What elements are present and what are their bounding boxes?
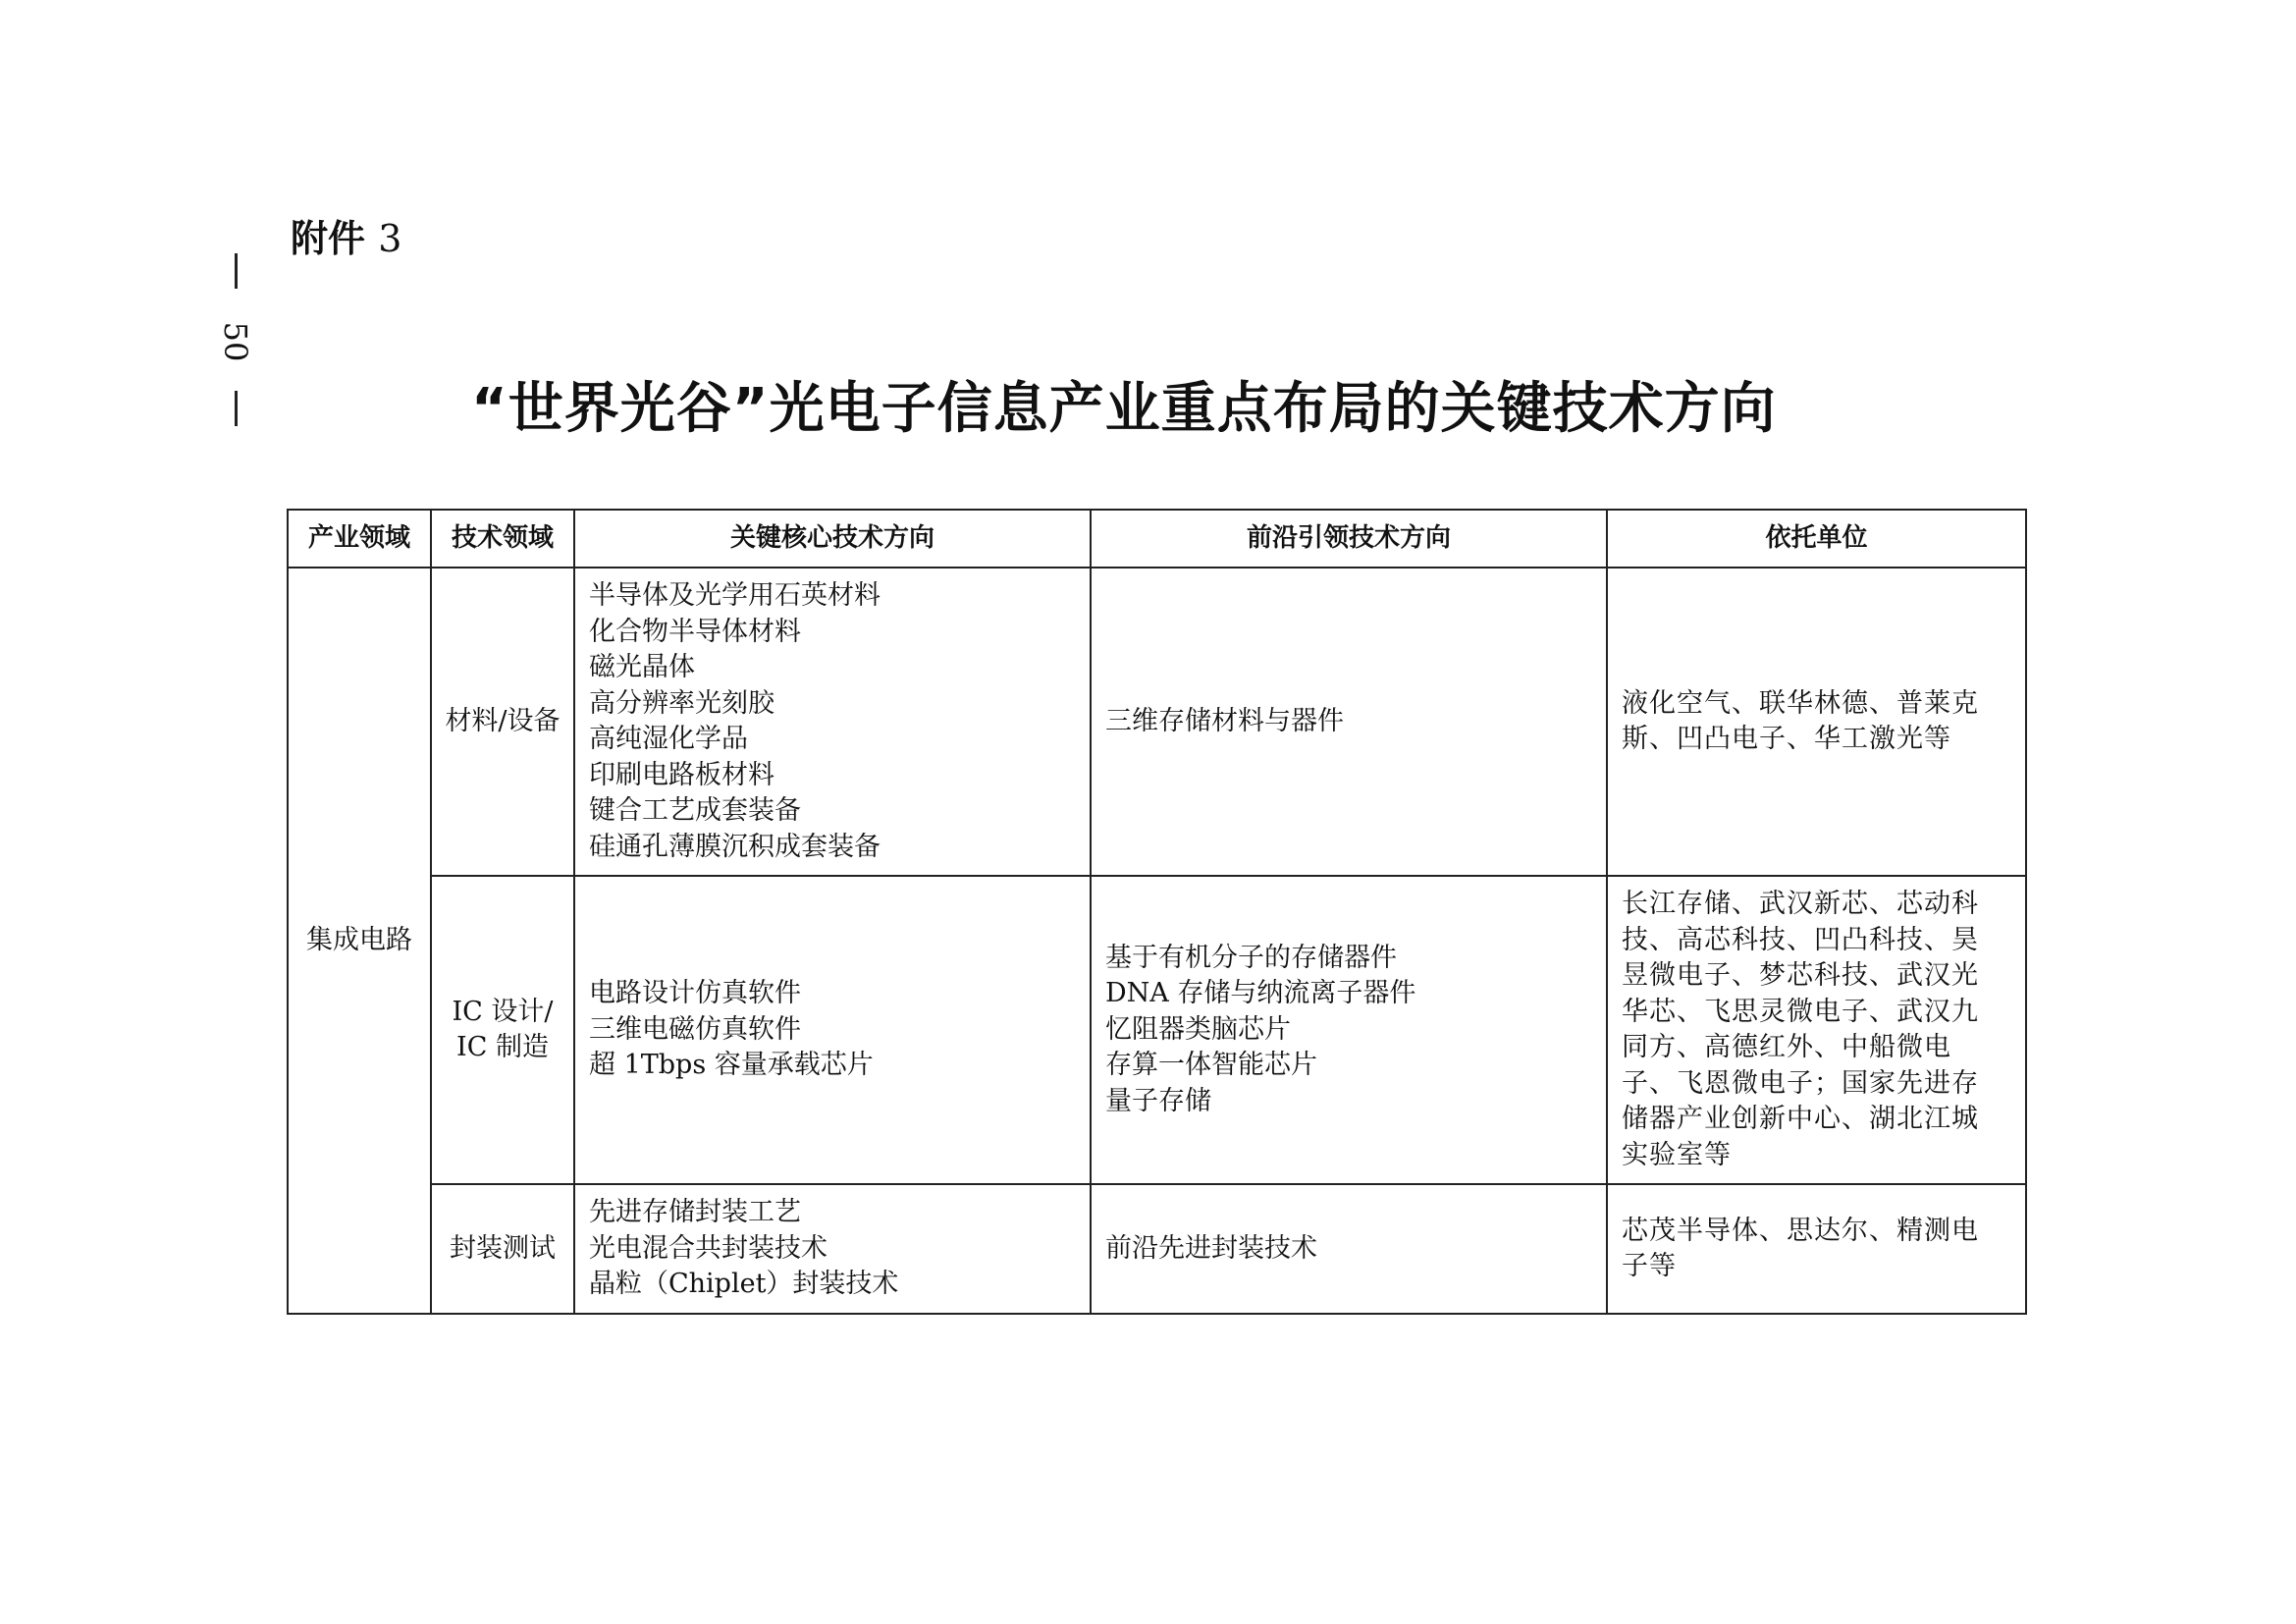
core-tech-cell [574, 568, 1091, 876]
core-item: 印刷电路板材料 [589, 759, 774, 790]
units-line: 子、飞恩微电子；国家先进存 [1622, 1067, 1979, 1099]
core-item: 化合物半导体材料 [589, 616, 801, 647]
units-line: 同方、高德红外、中船微电 [1622, 1032, 1951, 1062]
frontier-item: 基于有机分子的存储器件 [1105, 942, 1397, 973]
frontier-item: DNA 存储与纳流离子器件 [1105, 978, 1416, 1009]
header-tech-field: 技术领域 [431, 510, 574, 568]
units-line: 芯茂半导体、思达尔、精测电 [1622, 1215, 1979, 1246]
units-line: 技、高芯科技、凹凸科技、昊 [1622, 924, 1979, 955]
units-line: 储器产业创新中心、湖北江城 [1622, 1104, 1979, 1134]
core-item: 高纯湿化学品 [589, 724, 748, 754]
tech-field-line: IC 制造 [456, 1032, 549, 1062]
units-line: 华芯、飞思灵微电子、武汉九 [1622, 996, 1979, 1027]
table-row [288, 876, 2026, 1184]
frontier-item: 量子存储 [1105, 1085, 1211, 1116]
core-tech-cell [574, 876, 1091, 1184]
frontier-item: 前沿先进封装技术 [1105, 1232, 1317, 1264]
units-cell [1607, 568, 2026, 876]
frontier-tech-cell [1091, 568, 1607, 876]
core-item: 硅通孔薄膜沉积成套装备 [589, 831, 881, 862]
attachment-text: 附件 [291, 217, 366, 260]
technology-table [287, 509, 2027, 1315]
header-frontier-tech: 前沿引领技术方向 [1091, 510, 1607, 568]
page-number-bar-bottom [235, 391, 238, 426]
attachment-number: 3 [378, 217, 402, 260]
core-tech-cell [574, 1184, 1091, 1314]
core-item: 磁光晶体 [589, 652, 695, 682]
header-core-tech: 关键核心技术方向 [574, 510, 1091, 568]
core-item: 先进存储封装工艺 [589, 1197, 801, 1228]
units-cell [1607, 1184, 2026, 1314]
core-item: 光电混合共封装技术 [589, 1232, 828, 1264]
units-cell [1607, 876, 2026, 1184]
core-item: 半导体及光学用石英材料 [589, 580, 881, 611]
header-units: 依托单位 [1607, 510, 2026, 568]
frontier-item: 忆阻器类脑芯片 [1105, 1013, 1291, 1045]
table-row [288, 568, 2026, 876]
header-industry: 产业领域 [288, 510, 431, 568]
page-number-marker [214, 253, 257, 430]
units-line: 长江存储、武汉新芯、芯动科 [1622, 889, 1979, 919]
frontier-tech-cell [1091, 1184, 1607, 1314]
units-line: 子等 [1622, 1251, 1677, 1281]
page-number: 50 [217, 321, 254, 362]
tech-field-cell [431, 876, 574, 1184]
frontier-item: 存算一体智能芯片 [1105, 1050, 1317, 1081]
tech-field-cell: 封装测试 [431, 1184, 574, 1314]
frontier-item: 三维存储材料与器件 [1105, 705, 1344, 736]
page-number-bar-top [235, 253, 238, 289]
core-item: 电路设计仿真软件 [589, 978, 801, 1009]
tech-field-line: IC 设计/ [452, 996, 554, 1027]
tech-field-cell: 材料/设备 [431, 568, 574, 876]
core-item: 高分辨率光刻胶 [589, 687, 774, 719]
attachment-label [291, 208, 401, 262]
units-line: 液化空气、联华林德、普莱克 [1622, 687, 1979, 719]
units-line: 昱微电子、梦芯科技、武汉光 [1622, 960, 1979, 991]
core-item: 键合工艺成套装备 [589, 795, 801, 826]
core-item: 晶粒（Chiplet）封装技术 [589, 1269, 899, 1300]
table-header-row [288, 510, 2026, 568]
core-item: 超 1Tbps 容量承载芯片 [589, 1050, 874, 1081]
table-row [288, 1184, 2026, 1314]
core-item: 三维电磁仿真软件 [589, 1013, 801, 1045]
industry-cell: 集成电路 [288, 568, 431, 1314]
units-line: 实验室等 [1622, 1139, 1732, 1170]
frontier-tech-cell [1091, 876, 1607, 1184]
units-line: 斯、凹凸电子、华工激光等 [1622, 724, 1951, 754]
page-title: “世界光谷”光电子信息产业重点布局的关键技术方向 [471, 377, 1777, 441]
